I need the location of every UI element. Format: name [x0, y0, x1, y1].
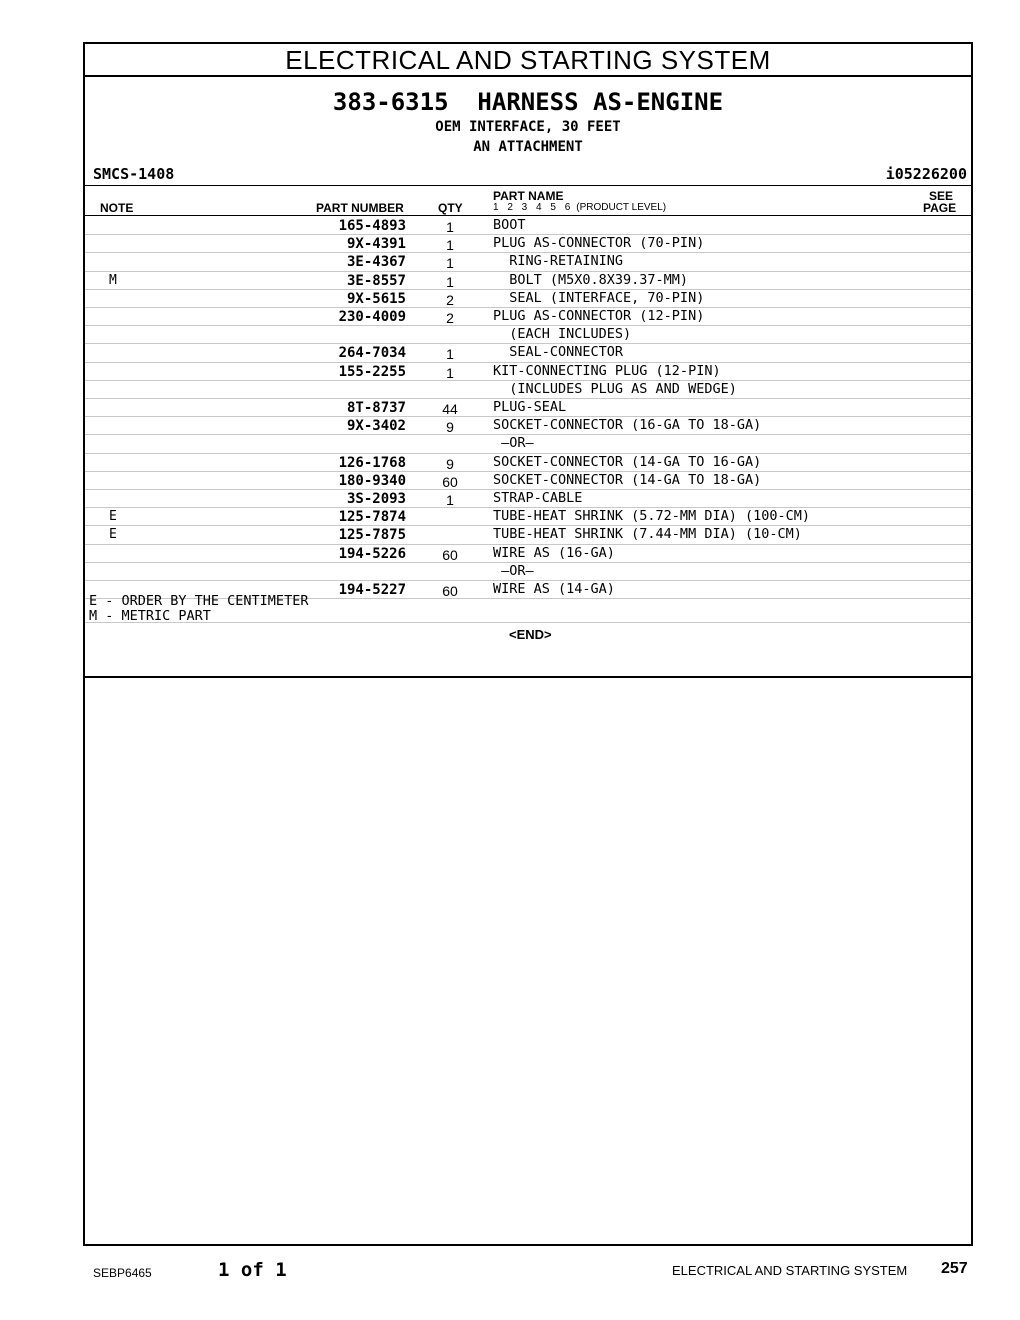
subtitle-line-1: OEM INTERFACE, 30 FEET — [435, 119, 621, 135]
row-part-number: 230-4009 — [338, 309, 406, 325]
row-qty: 44 — [442, 401, 458, 417]
row-part-name: TUBE-HEAT SHRINK (5.72-MM DIA) (100-CM) — [493, 508, 810, 525]
footer-doc-id: SEBP6465 — [93, 1266, 152, 1280]
table-row — [85, 217, 971, 235]
row-part-name: (EACH INCLUDES) — [493, 326, 632, 343]
row-part-number: 194-5227 — [338, 582, 406, 598]
row-part-number: 9X-5615 — [346, 290, 406, 307]
row-part-name: STRAP-CABLE — [493, 490, 583, 506]
row-part-name: PLUG AS-CONNECTOR (70-PIN) — [493, 235, 705, 252]
row-part-number: 9X-4391 — [346, 236, 406, 253]
row-part-name: KIT-CONNECTING PLUG (12-PIN) — [493, 362, 721, 379]
section-title: ELECTRICAL AND STARTING SYSTEM — [85, 44, 971, 77]
row-note: E — [109, 527, 117, 543]
row-qty: 1 — [446, 346, 454, 363]
table-row — [85, 290, 971, 308]
row-qty: 60 — [442, 583, 458, 599]
table-row — [85, 253, 971, 271]
table-row — [85, 508, 971, 526]
row-qty: 1 — [446, 237, 454, 254]
header-qty: QTY — [438, 201, 463, 215]
row-part-number: 165-4893 — [338, 218, 406, 234]
row-qty: 1 — [446, 364, 454, 381]
header-top-rule — [85, 185, 971, 186]
row-note: E — [109, 509, 117, 525]
row-part-name: WIRE AS (14-GA) — [493, 581, 615, 597]
row-qty: 9 — [446, 419, 454, 436]
table-row — [85, 435, 971, 453]
smcs-code: SMCS-1408 — [93, 165, 175, 183]
row-part-number: 180-9340 — [338, 472, 406, 489]
table-row — [85, 399, 971, 417]
row-part-name: PLUG-SEAL — [493, 399, 567, 415]
part-title: 383-6315 HARNESS AS-ENGINE — [332, 88, 724, 116]
row-part-name: TUBE-HEAT SHRINK (7.44-MM DIA) (10-CM) — [493, 526, 802, 543]
row-qty: 2 — [446, 291, 454, 308]
header-see: SEE — [929, 189, 954, 203]
row-part-name: SOCKET-CONNECTOR (16-GA TO 18-GA) — [493, 417, 762, 434]
row-qty: 60 — [442, 473, 458, 490]
header-note: NOTE — [100, 201, 134, 215]
row-part-number: 3E-8557 — [346, 272, 406, 289]
table-row — [85, 381, 971, 399]
table-row — [85, 235, 971, 253]
notes-rule — [85, 622, 971, 623]
table-row — [85, 272, 971, 290]
subtitle-line-2: AN ATTACHMENT — [473, 139, 583, 155]
parts-page-frame — [83, 42, 973, 1246]
note-m: M - METRIC PART — [89, 608, 211, 624]
footer-page-number: 257 — [941, 1260, 968, 1277]
row-qty: 1 — [446, 492, 454, 508]
row-part-number: 125-7874 — [338, 509, 406, 526]
row-part-name: —OR— — [493, 435, 534, 452]
row-part-name: SEAL-CONNECTOR — [493, 344, 624, 361]
row-part-number: 3S-2093 — [346, 491, 406, 507]
row-part-name: (INCLUDES PLUG AS AND WEDGE) — [493, 380, 737, 397]
table-row — [85, 417, 971, 435]
row-part-number: 155-2255 — [338, 363, 406, 380]
header-product-level: (PRODUCT LEVEL) — [576, 202, 667, 213]
table-row — [85, 326, 971, 344]
row-part-name: BOOT — [493, 217, 526, 233]
row-part-number: 3E-4367 — [346, 254, 406, 271]
row-note: M — [109, 272, 117, 288]
row-part-name: SOCKET-CONNECTOR (14-GA TO 16-GA) — [493, 453, 762, 470]
section-end-rule — [85, 676, 971, 678]
row-qty: 9 — [446, 455, 454, 472]
info-id: i05226200 — [885, 165, 967, 183]
header-level-numbers: 1 2 3 4 5 6 — [493, 202, 571, 213]
row-part-number: 194-5226 — [338, 545, 406, 562]
table-row — [85, 526, 971, 544]
note-e: E - ORDER BY THE CENTIMETER — [89, 593, 309, 609]
row-qty: 60 — [442, 546, 458, 563]
header-bottom-rule — [85, 215, 971, 216]
table-row — [85, 490, 971, 508]
row-qty: 1 — [446, 219, 454, 235]
table-row — [85, 545, 971, 563]
table-row — [85, 563, 971, 581]
row-qty: 1 — [446, 273, 454, 290]
row-part-number: 8T-8737 — [346, 400, 406, 416]
end-marker: <END> — [509, 627, 552, 642]
table-row — [85, 363, 971, 381]
header-levels — [493, 202, 666, 213]
table-row — [85, 454, 971, 472]
row-qty: 2 — [446, 310, 454, 326]
row-part-name: PLUG AS-CONNECTOR (12-PIN) — [493, 308, 705, 324]
row-part-number: 264-7034 — [338, 345, 406, 362]
row-part-name: —OR— — [493, 562, 534, 579]
row-part-number: 9X-3402 — [346, 418, 406, 435]
footer-section: ELECTRICAL AND STARTING SYSTEM — [672, 1263, 908, 1278]
table-row — [85, 472, 971, 490]
header-page: PAGE — [923, 201, 957, 215]
row-part-name: SOCKET-CONNECTOR (14-GA TO 18-GA) — [493, 471, 762, 488]
row-part-name: BOLT (M5X0.8X39.37-MM) — [493, 271, 689, 288]
row-part-name: SEAL (INTERFACE, 70-PIN) — [493, 289, 705, 306]
row-part-name: RING-RETAINING — [493, 253, 624, 270]
row-part-number: 126-1768 — [338, 454, 406, 471]
footer-page-of: 1 of 1 — [218, 1259, 287, 1281]
header-part-number: PART NUMBER — [316, 201, 404, 215]
table-row — [85, 308, 971, 326]
row-part-name: WIRE AS (16-GA) — [493, 544, 615, 561]
table-row — [85, 344, 971, 362]
row-part-number: 125-7875 — [338, 527, 406, 544]
row-qty: 1 — [446, 255, 454, 272]
header-part-name: PART NAME — [493, 189, 564, 203]
